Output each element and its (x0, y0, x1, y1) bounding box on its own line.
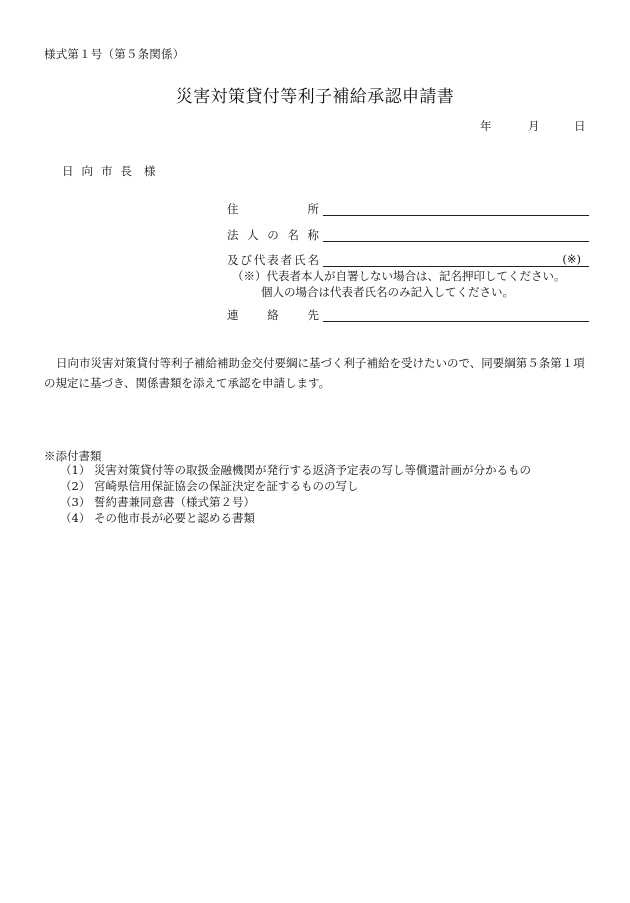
attachment-text: 災害対策貸付等の取扱金融機関が発行する返済予定表の写し等償還計画が分かるもの (94, 463, 531, 477)
signature-note-line2: 個人の場合は代表者氏名のみ記入してください。 (261, 285, 514, 299)
attachment-number: （4） (60, 511, 91, 525)
attachment-text: 宮崎県信用保証協会の保証決定を証するものの写し (94, 479, 359, 493)
application-statement: 日向市災害対策貸付等利子補給補助金交付要綱に基づく利子補給を受けたいので、同要綱第５条第１項の規定に基づき、関係書類を添えて承認を申請します。 (44, 356, 585, 390)
attachment-number: （1） (60, 463, 91, 477)
attachments-list (60, 462, 531, 526)
representative-name-label: 及び代表者氏名 (227, 253, 319, 267)
document-title: 災害対策貸付等利子補給承認申請書 (175, 87, 455, 107)
date-month-label: 月 (528, 119, 540, 133)
contact-field (227, 307, 589, 325)
address-field (227, 201, 589, 219)
corporation-name-label: 法人の名称 (227, 228, 319, 242)
date-row (480, 118, 586, 134)
attachment-text: 誓約書兼同意書（様式第２号） (94, 495, 255, 509)
list-item (60, 494, 531, 510)
corporation-name-field (227, 227, 589, 245)
list-item (60, 478, 531, 494)
corporation-name-input-line[interactable] (323, 241, 589, 242)
date-year-label: 年 (480, 119, 492, 133)
addressee-name: 日向市長 (62, 164, 140, 178)
address-label: 住所 (227, 202, 319, 216)
seal-mark: (※) (562, 252, 581, 266)
signature-note-line1: （※）代表者本人が自署しない場合は、記名押印してください。 (232, 269, 566, 283)
addressee-honorific: 様 (144, 164, 156, 178)
attachment-number: （3） (60, 495, 91, 509)
address-input-line[interactable] (323, 215, 589, 216)
addressee (62, 163, 156, 179)
representative-name-input-line[interactable] (323, 266, 589, 267)
date-day-label: 日 (574, 119, 586, 133)
list-item (60, 510, 531, 526)
attachments-heading: ※添付書類 (44, 449, 102, 463)
attachment-text: その他市長が必要と認める書類 (94, 511, 255, 525)
list-item (60, 462, 531, 478)
contact-input-line[interactable] (323, 321, 589, 322)
form-number: 様式第１号（第５条関係） (44, 47, 185, 61)
contact-label: 連絡先 (227, 308, 319, 322)
attachment-number: （2） (60, 479, 91, 493)
